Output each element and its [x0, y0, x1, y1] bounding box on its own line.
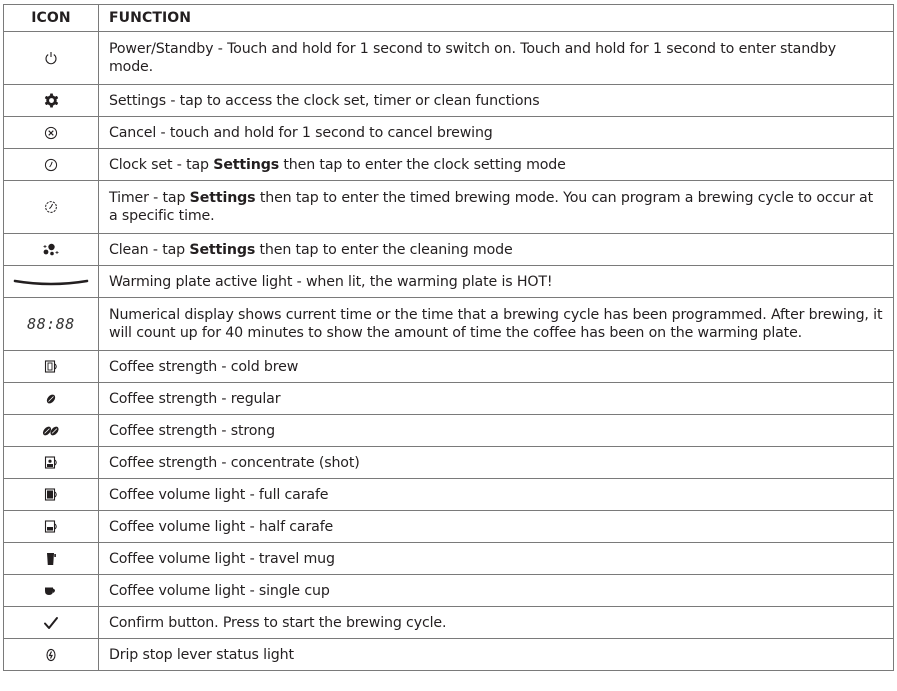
- function-text: Settings - tap to access the clock set, timer or clean functions: [99, 85, 894, 117]
- table-row: [4, 298, 894, 351]
- table-row: [4, 181, 894, 234]
- half-carafe-icon: [44, 520, 59, 533]
- table-row: [4, 234, 894, 266]
- table-row: [4, 447, 894, 479]
- function-text: Coffee volume light - full carafe: [99, 479, 894, 511]
- function-text: Coffee strength - concentrate (shot): [99, 447, 894, 479]
- function-text: Confirm button. Press to start the brewing cycle.: [99, 607, 894, 639]
- function-text: Coffee volume light - half carafe: [99, 511, 894, 543]
- table-header-row: [4, 5, 894, 32]
- function-text: Coffee strength - cold brew: [99, 351, 894, 383]
- table-row: [4, 383, 894, 415]
- function-text: Numerical display shows current time or the time that a brewing cycle has been programmed. After brewing, it will count up for 40 minutes to show the amount of time the coffee has been on the warming plate.: [99, 298, 894, 351]
- function-text: Clock set - tap Settings then tap to enter the clock setting mode: [99, 149, 894, 181]
- table-row: [4, 117, 894, 149]
- function-text: Coffee volume light - single cup: [99, 575, 894, 607]
- table-row: [4, 32, 894, 85]
- table-row: [4, 266, 894, 298]
- travel-mug-icon: [45, 552, 57, 566]
- function-text: Coffee strength - strong: [99, 415, 894, 447]
- numerical-display-icon: 88:88: [27, 314, 75, 333]
- function-text: Clean - tap Settings then tap to enter the cleaning mode: [99, 234, 894, 266]
- function-text: Cancel - touch and hold for 1 second to cancel brewing: [99, 117, 894, 149]
- function-text: Coffee volume light - travel mug: [99, 543, 894, 575]
- table-row: [4, 575, 894, 607]
- function-text: Warming plate active light - when lit, the warming plate is HOT!: [99, 266, 894, 298]
- checkmark-icon: [43, 616, 59, 630]
- table-row: [4, 149, 894, 181]
- warming-plate-icon: [13, 277, 89, 287]
- table-row: [4, 607, 894, 639]
- function-text: Coffee strength - regular: [99, 383, 894, 415]
- clock-icon: [44, 158, 58, 172]
- table-row: [4, 351, 894, 383]
- header-function: FUNCTION: [99, 5, 894, 32]
- table-row: [4, 415, 894, 447]
- header-icon: ICON: [4, 5, 99, 32]
- function-text: Power/Standby - Touch and hold for 1 second to switch on. Touch and hold for 1 second to enter standby mode.: [99, 32, 894, 85]
- function-text: Drip stop lever status light: [99, 639, 894, 671]
- drip-stop-icon: [45, 648, 57, 662]
- table-row: [4, 85, 894, 117]
- table-row: [4, 639, 894, 671]
- bean-icon: [45, 393, 57, 405]
- single-cup-icon: [44, 586, 58, 596]
- cancel-icon: [44, 126, 58, 140]
- icon-function-table: [3, 4, 894, 671]
- timer-icon: [44, 200, 58, 214]
- gear-icon: [44, 93, 59, 108]
- table-row: [4, 479, 894, 511]
- clean-icon: [42, 242, 60, 258]
- function-text: Timer - tap Settings then tap to enter the timed brewing mode. You can program a brewing cycle to occur at a specific time.: [99, 181, 894, 234]
- double-bean-icon: [42, 425, 60, 437]
- concentrate-icon: [44, 456, 59, 469]
- power-icon: [44, 51, 58, 65]
- full-carafe-icon: [44, 488, 59, 501]
- table-row: [4, 543, 894, 575]
- cold-brew-icon: [44, 360, 59, 373]
- table-row: [4, 511, 894, 543]
